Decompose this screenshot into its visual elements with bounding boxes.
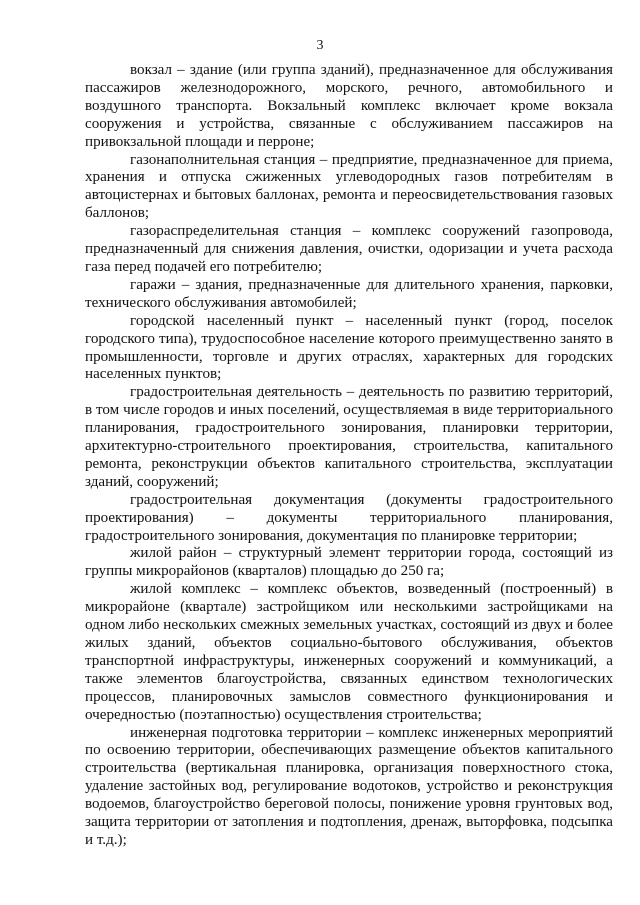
paragraph-vokzal: вокзал – здание (или группа зданий), предназначенное для обслуживания пассажиров железнодорожного, морского, речного, автомобильного и воздушного транспорта. Вокзальный комплекс включает кроме вокзала сооружения и устройства, связанные с обслуживанием пассажиров на привокзальной площади и перроне;: [85, 62, 613, 150]
paragraph-urban-settlement: городской населенный пункт – населенный пункт (город, поселок городского типа), трудоспособное население которого преимущественно занято в промышленности, торговле и других отраслях, характерных для городских населенных пунктов;: [85, 312, 613, 383]
paragraph-residential-district: жилой район – структурный элемент территории города, состоящий из группы микрорайонов (кварталов) площадью до 250 га;: [85, 545, 613, 580]
page-number: 3: [316, 38, 324, 53]
paragraph-engineering-preparation: инженерная подготовка территории – комплекс инженерных мероприятий по освоению территории, обеспечивающих размещение объектов капитального строительства (вертикальная планировка, организация поверхностного стока, удаление застойных вод, регулирование водотоков, устройство и реконструкция водоемов, благоустройство береговой полосы, понижение уровня грунтовых вод, защита территории от затопления и подтопления, дренаж, выторфовка, подсыпка и т.д.);: [85, 724, 613, 848]
paragraph-urban-planning-documentation: градостроительная документация (документы градостроительного проектирования) – документы территориального планирования, градостроительного зонирования, документация по планировке территории;: [85, 491, 613, 544]
document-body: [85, 62, 613, 850]
paragraph-garages: гаражи – здания, предназначенные для длительного хранения, парковки, технического обслуживания автомобилей;: [85, 276, 613, 311]
paragraph-gas-distribution-station: газораспределительная станция – комплекс сооружений газопровода, предназначенный для снижения давления, очистки, одоризации и учета расхода газа перед подачей его потребителю;: [85, 223, 613, 275]
paragraph-residential-complex: жилой комплекс – комплекс объектов, возведенный (построенный) в микрорайоне (квартале) застройщиком или несколькими застройщиками на одном либо нескольких смежных земельных участках, состоящий из двух и более жилых зданий, объектов социально-бытового обслуживания, объектов транспортной инфраструктуры, инженерных сооружений и коммуникаций, а также элементов благоустройства, связанных единством технологических процессов, планировочных замыслов совместного функционирования и очередностью (поэтапностью) осуществления строительства;: [85, 581, 613, 723]
paragraph-urban-planning-activity: градостроительная деятельность – деятельность по развитию территорий, в том числе городов и иных поселений, осуществляемая в виде территориального планирования, градостроительного зонирования, планировки территории, архитектурно-строительного проектирования, строительства, капитального ремонта, реконструкции объектов капитального строительства, эксплуатации зданий, сооружений;: [85, 384, 613, 490]
paragraph-gas-filling-station: газонаполнительная станция – предприятие, предназначенное для приема, хранения и отпуска сжиженных углеводородных газов потребителям в автоцистернах и бытовых баллонах, ремонта и переосвидетельствования газовых баллонов;: [85, 151, 613, 222]
